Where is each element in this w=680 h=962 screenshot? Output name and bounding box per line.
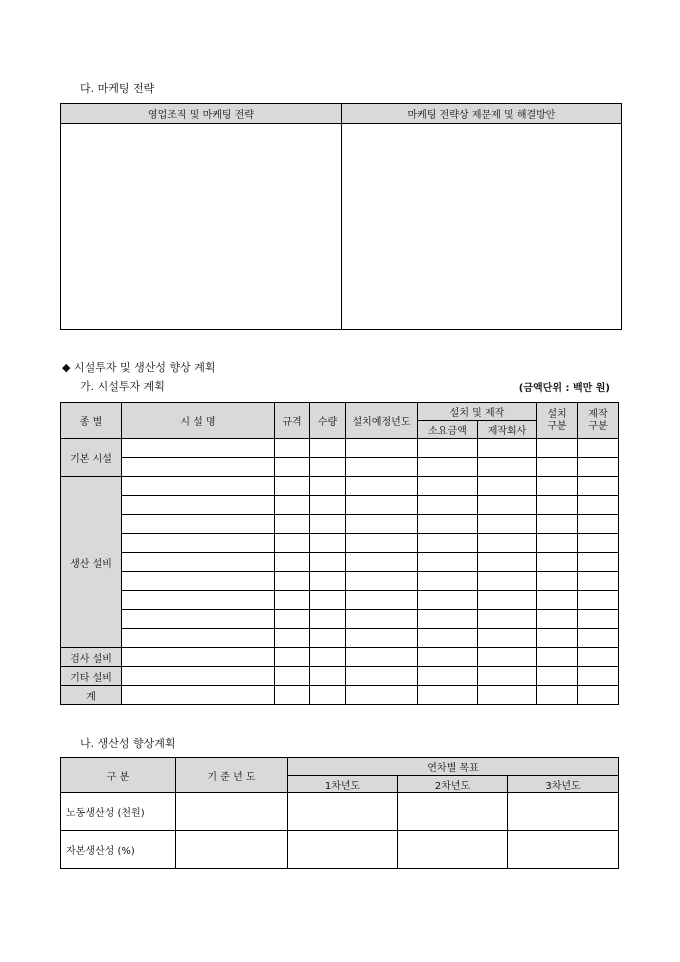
table-cell[interactable] — [288, 831, 398, 869]
table-cell[interactable] — [537, 553, 578, 572]
header-install-make: 설치 및 제작 — [418, 403, 537, 421]
table-cell[interactable] — [418, 439, 478, 458]
investment-section-heading — [62, 359, 215, 375]
table-cell[interactable] — [478, 648, 537, 667]
table-cell[interactable] — [478, 515, 537, 534]
table-cell[interactable] — [122, 553, 275, 572]
header-install-type: 설치 구분 — [537, 403, 578, 439]
table-cell[interactable] — [537, 629, 578, 648]
table-cell[interactable] — [418, 572, 478, 591]
table-cell[interactable] — [310, 667, 346, 686]
table-cell[interactable] — [398, 793, 508, 831]
table-cell[interactable] — [122, 591, 275, 610]
category-other: 기타 설비 — [61, 667, 122, 686]
table-cell[interactable] — [508, 793, 619, 831]
header-maker: 제작회사 — [478, 421, 537, 439]
category-inspection: 검사 설비 — [61, 648, 122, 667]
table-cell[interactable] — [346, 496, 418, 515]
table-cell[interactable] — [275, 591, 310, 610]
table-cell[interactable] — [310, 515, 346, 534]
table-cell[interactable] — [508, 831, 619, 869]
table-cell[interactable] — [346, 477, 418, 496]
table-cell[interactable] — [398, 831, 508, 869]
table-cell[interactable] — [418, 667, 478, 686]
header-cost: 소요금액 — [418, 421, 478, 439]
marketing-col-strategy: 영업조직 및 마케팅 전략 — [61, 104, 342, 124]
table-cell[interactable] — [578, 591, 619, 610]
table-cell[interactable] — [122, 496, 275, 515]
table-cell[interactable] — [122, 610, 275, 629]
table-cell[interactable] — [346, 439, 418, 458]
table-cell[interactable] — [578, 572, 619, 591]
table-cell[interactable] — [578, 629, 619, 648]
table-cell[interactable] — [275, 553, 310, 572]
table-cell[interactable] — [537, 477, 578, 496]
table-cell[interactable] — [310, 686, 346, 705]
table-cell[interactable] — [275, 610, 310, 629]
table-cell[interactable] — [310, 648, 346, 667]
table-cell[interactable] — [122, 439, 275, 458]
table-cell[interactable] — [578, 610, 619, 629]
table-cell[interactable] — [346, 629, 418, 648]
table-cell[interactable] — [122, 572, 275, 591]
header-year1: 1차년도 — [288, 776, 398, 793]
table-cell[interactable] — [122, 648, 275, 667]
row-labor-productivity: 노동생산성 (천원) — [61, 793, 176, 831]
table-cell[interactable] — [275, 515, 310, 534]
investment-table — [60, 402, 619, 705]
table-cell[interactable] — [346, 572, 418, 591]
header-qty: 수량 — [310, 403, 346, 439]
table-cell[interactable] — [537, 572, 578, 591]
marketing-strategy-cell[interactable] — [61, 124, 342, 330]
table-cell[interactable] — [275, 667, 310, 686]
table-cell[interactable] — [578, 648, 619, 667]
table-cell[interactable] — [346, 667, 418, 686]
table-cell[interactable] — [275, 496, 310, 515]
marketing-issues-cell[interactable] — [342, 124, 622, 330]
productivity-table — [60, 757, 619, 869]
marketing-section-title: 다. 마케팅 전략 — [80, 82, 155, 95]
table-cell[interactable] — [537, 458, 578, 477]
table-cell[interactable] — [478, 553, 537, 572]
table-cell[interactable] — [122, 534, 275, 553]
table-cell[interactable] — [537, 686, 578, 705]
table-cell[interactable] — [346, 648, 418, 667]
row-capital-productivity: 자본생산성 (%) — [61, 831, 176, 869]
table-cell[interactable] — [578, 667, 619, 686]
table-cell[interactable] — [122, 686, 275, 705]
table-cell[interactable] — [310, 610, 346, 629]
table-cell[interactable] — [346, 686, 418, 705]
unit-label: (금액단위 : 백만 원) — [518, 383, 610, 394]
header-base-year: 기 준 년 도 — [176, 758, 288, 793]
category-production: 생산 설비 — [61, 477, 122, 648]
table-cell[interactable] — [122, 667, 275, 686]
table-cell[interactable] — [310, 439, 346, 458]
productivity-section-title: 나. 생산성 향상계획 — [80, 737, 176, 750]
table-cell[interactable] — [418, 629, 478, 648]
table-cell[interactable] — [310, 534, 346, 553]
table-cell[interactable] — [478, 686, 537, 705]
table-cell[interactable] — [310, 572, 346, 591]
table-cell[interactable] — [537, 648, 578, 667]
table-cell[interactable] — [122, 458, 275, 477]
table-cell[interactable] — [275, 534, 310, 553]
table-cell[interactable] — [122, 477, 275, 496]
table-cell[interactable] — [346, 610, 418, 629]
header-install-year: 설치예정년도 — [346, 403, 418, 439]
marketing-table — [60, 103, 622, 330]
table-cell[interactable] — [537, 439, 578, 458]
table-cell[interactable] — [176, 831, 288, 869]
header-spec: 규격 — [275, 403, 310, 439]
table-cell[interactable] — [478, 610, 537, 629]
table-cell[interactable] — [537, 496, 578, 515]
table-cell[interactable] — [275, 629, 310, 648]
table-cell[interactable] — [418, 477, 478, 496]
table-cell[interactable] — [176, 793, 288, 831]
header-year3: 3차년도 — [508, 776, 619, 793]
header-category: 구 분 — [61, 758, 176, 793]
table-cell[interactable] — [418, 686, 478, 705]
header-facility-name: 시 설 명 — [122, 403, 275, 439]
table-cell[interactable] — [578, 458, 619, 477]
table-cell[interactable] — [346, 553, 418, 572]
table-cell[interactable] — [275, 477, 310, 496]
investment-sub-title: 가. 시설투자 계획 — [80, 380, 165, 393]
table-cell[interactable] — [418, 458, 478, 477]
table-cell[interactable] — [478, 591, 537, 610]
table-cell[interactable] — [478, 534, 537, 553]
table-cell[interactable] — [478, 629, 537, 648]
category-total: 계 — [61, 686, 122, 705]
table-cell[interactable] — [310, 496, 346, 515]
table-cell[interactable] — [275, 648, 310, 667]
table-cell[interactable] — [310, 458, 346, 477]
table-cell[interactable] — [418, 553, 478, 572]
table-cell[interactable] — [478, 667, 537, 686]
table-cell[interactable] — [478, 458, 537, 477]
table-cell[interactable] — [346, 515, 418, 534]
table-cell[interactable] — [346, 458, 418, 477]
table-cell[interactable] — [478, 496, 537, 515]
table-cell[interactable] — [537, 534, 578, 553]
table-cell[interactable] — [310, 629, 346, 648]
table-cell[interactable] — [578, 686, 619, 705]
table-cell[interactable] — [310, 477, 346, 496]
table-cell[interactable] — [288, 793, 398, 831]
table-cell[interactable] — [578, 477, 619, 496]
table-cell[interactable] — [418, 515, 478, 534]
table-cell[interactable] — [537, 667, 578, 686]
table-cell[interactable] — [275, 572, 310, 591]
table-cell[interactable] — [418, 534, 478, 553]
table-cell[interactable] — [346, 534, 418, 553]
table-cell[interactable] — [122, 515, 275, 534]
table-cell[interactable] — [310, 553, 346, 572]
table-cell[interactable] — [578, 553, 619, 572]
table-cell[interactable] — [418, 610, 478, 629]
header-year2: 2차년도 — [398, 776, 508, 793]
table-cell[interactable] — [478, 477, 537, 496]
table-cell[interactable] — [418, 648, 478, 667]
table-cell[interactable] — [578, 534, 619, 553]
table-cell[interactable] — [310, 591, 346, 610]
table-cell[interactable] — [478, 439, 537, 458]
table-cell[interactable] — [346, 591, 418, 610]
category-basic: 기본 시설 — [61, 439, 122, 477]
table-cell[interactable] — [537, 591, 578, 610]
table-cell[interactable] — [275, 458, 310, 477]
table-cell[interactable] — [418, 496, 478, 515]
table-cell[interactable] — [478, 572, 537, 591]
table-cell[interactable] — [275, 439, 310, 458]
header-make-type: 제작 구분 — [578, 403, 619, 439]
table-cell[interactable] — [578, 515, 619, 534]
diamond-bullet-icon: ◆ — [62, 361, 71, 374]
table-cell[interactable] — [537, 515, 578, 534]
header-annual-target: 연차별 목표 — [288, 758, 619, 776]
table-cell[interactable] — [578, 496, 619, 515]
table-cell[interactable] — [578, 439, 619, 458]
table-cell[interactable] — [537, 610, 578, 629]
header-type: 종 별 — [61, 403, 122, 439]
table-cell[interactable] — [275, 686, 310, 705]
investment-section-title: 시설투자 및 생산성 향상 계획 — [73, 361, 216, 374]
table-cell[interactable] — [122, 629, 275, 648]
table-cell[interactable] — [418, 591, 478, 610]
marketing-col-issues: 마케팅 전략상 제문제 및 해결방안 — [342, 104, 622, 124]
